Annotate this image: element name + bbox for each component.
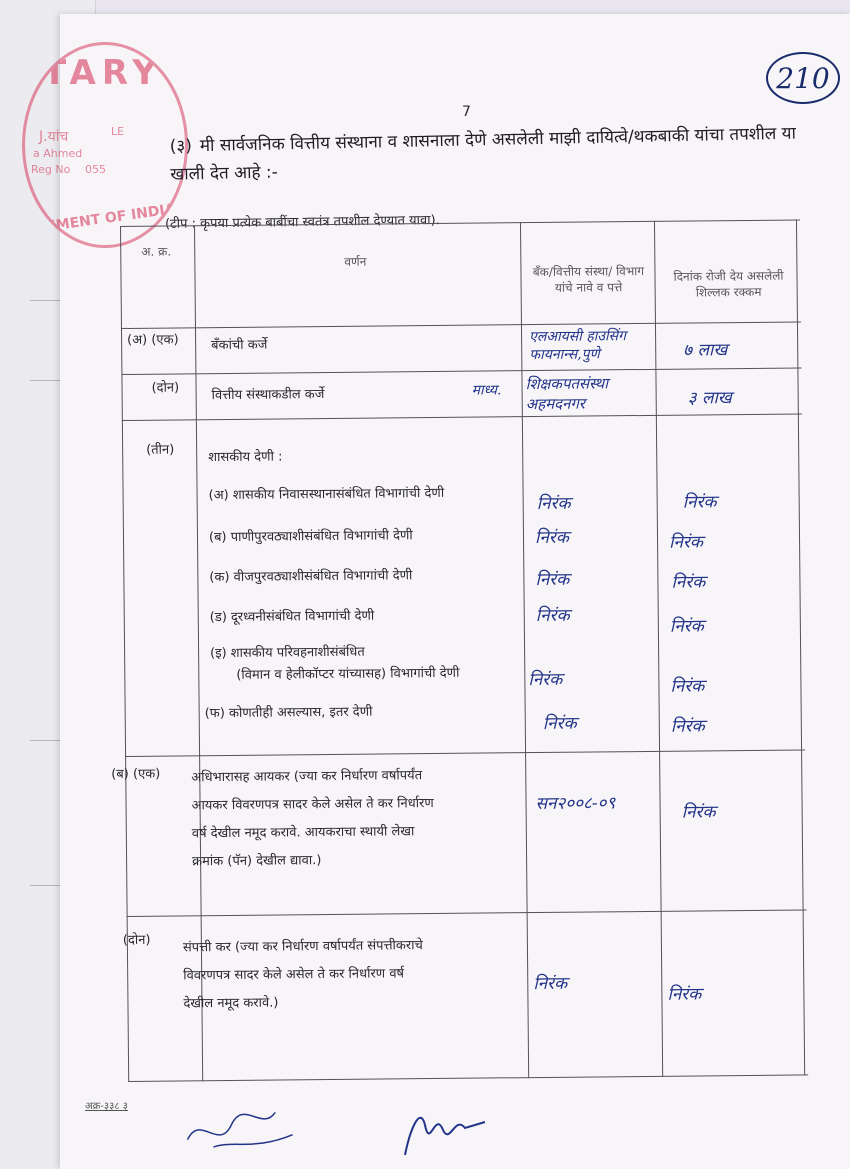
- row-desc-bank-loan: बँकांची कर्जे: [211, 337, 268, 354]
- handwritten-bank-loan-amount: ७ लाख: [683, 340, 728, 361]
- stamp-text-line: 055: [85, 163, 106, 176]
- income-tax-desc-line: वर्ष देखील नमूद करावे. आयकराचा स्थायी लेखा: [191, 824, 415, 842]
- govt-item-label: (ड) दूरध्वनीसंबंधित विभागांची देणी: [209, 608, 375, 626]
- wealth-tax-desc-line: देखील नमूद करावे.): [183, 995, 279, 1012]
- header-amount: दिनांक रोजी देय असलेली शिल्लक रक्कम: [673, 268, 784, 300]
- header-institution: बँक/वित्तीय संस्था/ विभाग यांचे नावे व पत्ते: [532, 263, 645, 295]
- row-desc-fin-loan: वित्तीय संस्थाकडील कर्जे: [211, 387, 325, 404]
- handwritten-nil: निरंक: [667, 984, 702, 1005]
- govt-item-label: (इ) शासकीय परिवहनाशीसंबंधित: [210, 644, 365, 662]
- handwritten-fin-institution: शिक्षकपतसंस्था अहमदनगर: [525, 374, 609, 414]
- header-description: वर्णन: [344, 254, 367, 269]
- section-heading-text: मी सार्वजनिक वित्तीय संस्थाना व शासनाला देणे असलेली माझी दायित्वे/थकबाकी यांचा तपशील या खाली देत आहे :-: [170, 123, 797, 185]
- stamp-text-bottom: RNMENT OF INDIA: [32, 201, 177, 237]
- govt-item-label: (अ) शासकीय निवासस्थानासंबंधित विभागांची देणी: [208, 485, 445, 504]
- handwritten-nil: निरंक: [542, 713, 577, 734]
- handwritten-bank-name: एलआयसी हाउसिंग फायनान्स,पुणे: [529, 328, 627, 364]
- govt-item-label: (ब) पाणीपुरवठ्याशीसंबंधित विभागांची देणी: [208, 528, 413, 546]
- row-sr-wealth-tax: (दोन): [122, 932, 151, 949]
- row-sr-bank-loan: (अ) (एक): [127, 332, 179, 348]
- income-tax-desc-line: क्रमांक (पॅन) देखील द्यावा.): [192, 853, 322, 870]
- handwritten-nil: निरंक: [534, 527, 569, 549]
- notary-stamp: [22, 42, 188, 248]
- handwritten-nil: निरंक: [536, 493, 571, 515]
- handwritten-fin-note: माध्य.: [471, 382, 502, 399]
- handwritten-nil: निरंक: [535, 569, 570, 591]
- handwritten-nil: निरंक: [671, 572, 706, 593]
- handwritten-nil: निरंक: [535, 605, 570, 627]
- stamp-text-top: TARY: [43, 53, 163, 93]
- income-tax-desc-line: आयकर विवरणपत्र सादर केले असेल ते कर निर्धारण: [191, 796, 434, 814]
- handwritten-fin-loan-amount: ३ लाख: [687, 388, 732, 409]
- row-title-govt: शासकीय देणी :: [208, 449, 283, 466]
- govt-item-label-cont: (विमान व हेलीकॉप्टर यांच्यासह) विभागांची देणी: [236, 665, 460, 683]
- handwritten-nil: निरंक: [669, 616, 704, 637]
- stamp-text-line: J.यांच: [39, 129, 69, 145]
- stamp-text-line: a Ahmed: [33, 147, 83, 160]
- stamp-text-line: LE: [111, 125, 125, 138]
- handwritten-nil: निरंक: [682, 492, 717, 513]
- handwritten-nil: निरंक: [528, 669, 563, 691]
- income-tax-desc-line: अधिभारासह आयकर (ज्या कर निर्धारण वर्षापर्यंत: [191, 768, 423, 786]
- signature-right: [395, 1100, 505, 1164]
- wealth-tax-desc-line: संपत्ती कर (ज्या कर निर्धारण वर्षापर्यंत संपत्तीकराचे: [182, 938, 423, 956]
- folio-number: 210: [766, 52, 840, 104]
- handwritten-nil: निरंक: [533, 973, 568, 995]
- row-sr-income-tax: (ब) (एक): [111, 766, 161, 783]
- handwritten-nil: निरंक: [681, 802, 716, 823]
- wealth-tax-desc-line: विवरणपत्र सादर केले असेल ते कर निर्धारण वर्ष: [183, 966, 405, 984]
- page-number: 7: [462, 104, 471, 120]
- header-sr-no: अ. क्र.: [141, 244, 172, 259]
- handwritten-nil: निरंक: [668, 532, 704, 553]
- handwritten-nil: निरंक: [670, 716, 705, 737]
- govt-item-label: (क) वीजपुरवठ्याशीसंबंधित विभागांची देणी: [209, 568, 413, 586]
- handwritten-nil: निरंक: [670, 676, 705, 697]
- liabilities-table: [111, 219, 808, 1081]
- instruction-note: (टीप : कृपया प्रत्येक बाबींचा स्वतंत्र तपशील देण्यात यावा).: [164, 213, 440, 232]
- section-number: (३): [169, 136, 193, 157]
- govt-item-label: (फ) कोणतीही असल्यास, इतर देणी: [204, 704, 373, 722]
- signature-right-drawing: [395, 1100, 505, 1160]
- stamp-text-line: Reg No: [31, 163, 71, 176]
- row-sr-fin-loan: (दोन): [151, 380, 180, 396]
- form-code: अक्र-३३८ ३: [85, 1101, 128, 1112]
- handwritten-tax-year: सन२००८-०९: [535, 793, 616, 815]
- row-sr-govt: (तीन): [146, 442, 175, 458]
